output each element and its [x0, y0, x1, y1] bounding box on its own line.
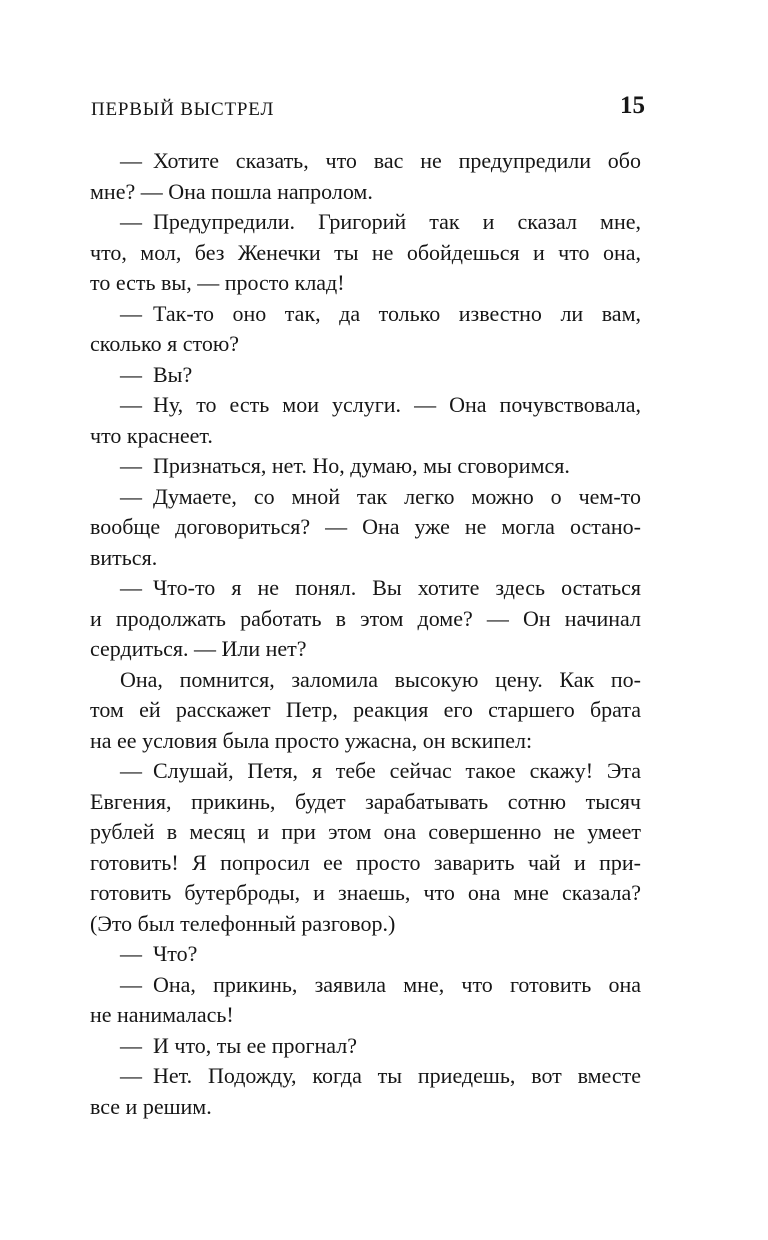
text-line: — Предупредили. Григорий так и сказал мне, [120, 209, 641, 234]
text-line: (Это был телефонный разговор.) [90, 910, 396, 936]
text-line: готовить бутерброды, и знаешь, что она мне сказала? [90, 880, 641, 905]
text-line: — Что-то я не понял. Вы хотите здесь остаться [120, 575, 641, 600]
text-line: на ее условия была просто ужасна, он вскипел: [90, 727, 533, 753]
text-line: Евгения, прикинь, будет зарабатывать сотню тысяч [90, 788, 641, 814]
text-line: то есть вы, — просто клад! [90, 270, 345, 295]
text-line: вообще договориться? — Она уже не могла остано- [90, 514, 641, 539]
text-line: том ей расскажет Петр, реакция его старшего брата [90, 697, 641, 722]
paragraph [90, 207, 641, 299]
text-line: — Думаете, со мной так легко можно о чем-то [120, 483, 641, 509]
text-body [90, 146, 641, 1122]
paragraph [90, 756, 641, 939]
text-line: — Признаться, нет. Но, думаю, мы сговоримся. [120, 453, 570, 478]
text-line: не нанималась! [90, 1002, 234, 1027]
text-line: — Хотите сказать, что вас не предупредили обо [120, 148, 641, 173]
text-line: Она, помнится, заломила высокую цену. Как по- [120, 666, 641, 692]
paragraph [90, 451, 641, 482]
text-line: — И что, ты ее прогнал? [120, 1032, 357, 1058]
paragraph [90, 360, 641, 391]
paragraph [90, 146, 641, 207]
text-line: виться. [90, 544, 158, 570]
page-number: 15 [620, 92, 645, 119]
text-line: — Ну, то есть мои услуги. — Она почувствовала, [120, 392, 641, 417]
paragraph [90, 390, 641, 451]
text-line: — Так-то оно так, да только известно ли вам, [120, 300, 641, 326]
paragraph [90, 665, 641, 757]
running-title: ПЕРВЫЙ ВЫСТРЕЛ [91, 99, 275, 120]
text-line: — Нет. Подожду, когда ты приедешь, вот вместе [120, 1063, 641, 1088]
text-line: — Она, прикинь, заявила мне, что готовить она [120, 971, 641, 997]
paragraph [90, 1031, 641, 1062]
text-line: — Что? [120, 941, 198, 966]
text-line: — Слушай, Петя, я тебе сейчас такое скажу! Эта [120, 758, 641, 783]
paragraph [90, 482, 641, 574]
paragraph [90, 573, 641, 665]
text-line: сердиться. — Или нет? [90, 636, 307, 661]
text-line: рублей в месяц и при этом она совершенно не умеет [90, 819, 641, 844]
text-line: что, мол, без Женечки ты не обойдешься и что она, [90, 239, 641, 265]
text-line: — Вы? [120, 361, 193, 387]
text-line: сколько я стою? [90, 331, 240, 356]
paragraph [90, 970, 641, 1031]
text-line: все и решим. [90, 1093, 212, 1119]
text-line: что краснеет. [90, 422, 213, 448]
paragraph [90, 939, 641, 970]
text-line: и продолжать работать в этом доме? — Он начинал [90, 605, 641, 631]
paragraph [90, 1061, 641, 1122]
text-line: готовить! Я попросил ее просто заварить чай и при- [90, 849, 641, 875]
paragraph [90, 299, 641, 360]
text-line: мне? — Она пошла напролом. [90, 178, 373, 204]
